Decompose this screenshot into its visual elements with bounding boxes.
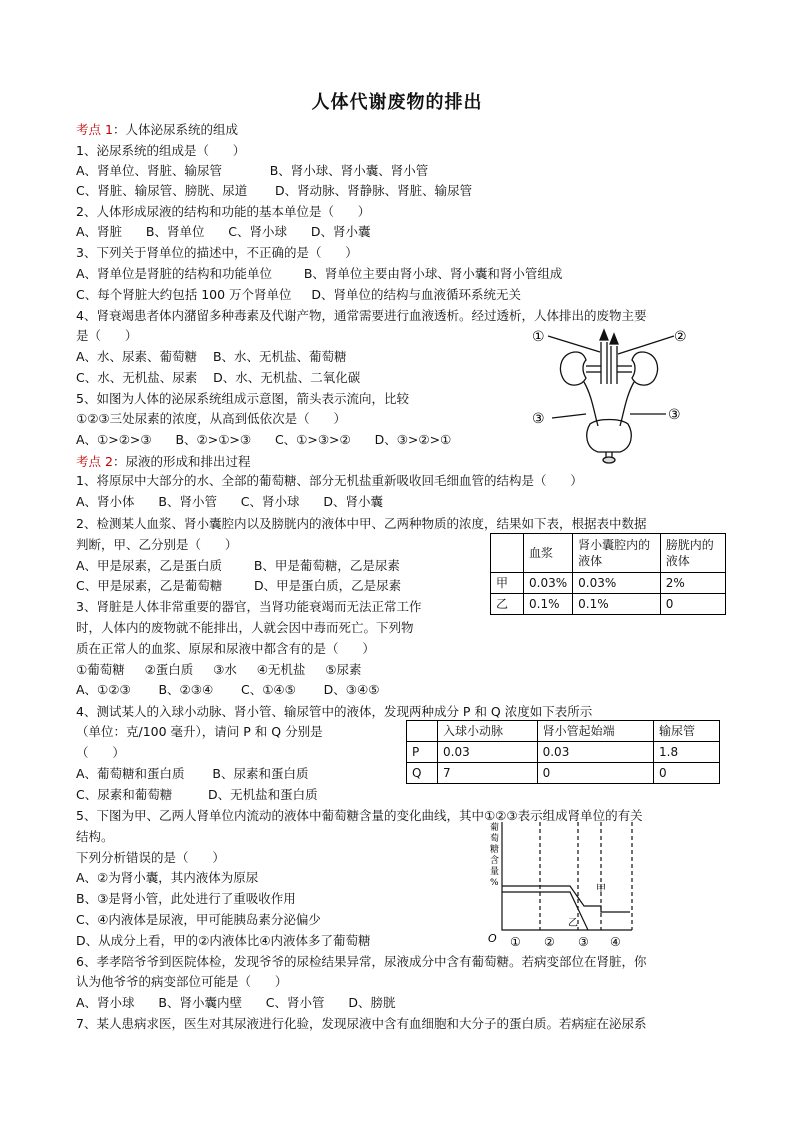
chart-y-label [490, 821, 499, 888]
question-line: 5、如图为人体的泌尿系统组成示意图，箭头表示流向，比较 [76, 391, 409, 406]
question-line: 是（ ） [76, 328, 138, 343]
x-tick-label: ② [544, 935, 555, 949]
question-line: （ ） [76, 745, 125, 760]
table-cell: 0 [660, 594, 725, 615]
table-header-cell: 入球小动脉 [438, 721, 538, 742]
table-header-cell [491, 534, 524, 573]
table-cell: 甲 [491, 573, 524, 594]
question-line: C、尿素和葡萄糖 D、无机盐和蛋白质 [76, 787, 318, 802]
section-2-heading [76, 452, 250, 472]
concentration-table-2 [406, 720, 720, 784]
table-cell: 0 [654, 763, 720, 784]
table-header-cell: 肾小管起始端 [537, 721, 653, 742]
diagram-label: ② [674, 329, 687, 345]
concentration-table-1 [490, 533, 726, 615]
question-line: C、肾脏、输尿管、膀胱、尿道 D、肾动脉、肾静脉、肾脏、输尿管 [76, 183, 473, 198]
table-cell: 1.8 [654, 742, 720, 763]
question-line: A、①②③ B、②③④ C、①④⑤ D、③④⑤ [76, 682, 380, 697]
question-line: A、肾单位是肾脏的结构和功能单位 B、肾单位主要由肾小球、肾小囊和肾小管组成 [76, 266, 563, 281]
question-line: D、从成分上看，甲的②内液体比④内液体多了葡萄糖 [76, 933, 371, 948]
question-line: A、肾脏 B、肾单位 C、肾小球 D、肾小囊 [76, 224, 371, 239]
question-line: 1、泌尿系统的组成是（ ） [76, 143, 246, 158]
table-cell: 0.1% [573, 594, 661, 615]
question-line: 2、人体形成尿液的结构和功能的基本单位是（ ） [76, 204, 371, 219]
table-cell: 0 [537, 763, 653, 784]
diagram-label: ① [532, 329, 545, 345]
question-line: 3、肾脏是人体非常重要的器官，当肾功能衰竭而无法正常工作 [76, 599, 422, 614]
section-title: ：人体泌尿系统的组成 [112, 122, 238, 137]
table-header-cell: 肾小囊腔内的液体 [573, 534, 661, 573]
table-cell: 乙 [491, 594, 524, 615]
question-line: A、②为肾小囊，其内液体为原尿 [76, 870, 259, 885]
question-line: A、肾小体 B、肾小管 C、肾小球 D、肾小囊 [76, 494, 384, 509]
question-line: 结构。 [76, 829, 114, 844]
y-axis-label-char: 量 [490, 867, 500, 877]
diagram-label: ③ [668, 407, 681, 423]
question-line: 5、下图为甲、乙两人肾单位内流动的液体中葡萄糖含量的变化曲线，其中①②③表示组成肾单位的有关 [76, 808, 643, 823]
question-line: 时，人体内的废物就不能排出，人就会因中毒而死亡。下列物 [76, 620, 414, 635]
section-1-heading [76, 120, 238, 140]
y-axis-label-char: % [490, 878, 499, 888]
x-tick-label: ① [510, 935, 521, 949]
question-line: 7、某人患病求医，医生对其尿液进行化验，发现尿液中含有血细胞和大分子的蛋白质。若病症在泌尿系 [76, 1016, 647, 1031]
x-tick-label: ④ [610, 935, 621, 949]
table-cell: 2% [660, 573, 725, 594]
question-line: A、水、尿素、葡萄糖 B、水、无机盐、葡萄糖 [76, 349, 347, 364]
table-cell: 0.03% [573, 573, 661, 594]
table-header-cell [407, 721, 438, 742]
page-title: 人体代谢废物的排出 [311, 92, 483, 113]
section-title: ：尿液的形成和排出过程 [112, 454, 251, 469]
table-cell: Q [407, 763, 438, 784]
question-line: B、③是肾小管，此处进行了重吸收作用 [76, 891, 296, 906]
table-cell: 7 [438, 763, 538, 784]
question-line: 认为他爷爷的病变部位可能是（ ） [76, 974, 288, 989]
table-cell: 0.03% [524, 573, 573, 594]
x-tick-label: ③ [578, 935, 589, 949]
question-line: 质在正常人的血浆、原尿和尿液中都含有的是（ ） [76, 641, 375, 656]
question-line: A、葡萄糖和蛋白质 B、尿素和蛋白质 [76, 766, 309, 781]
question-line: （单位：克/100 毫升），请问 P 和 Q 分别是 [76, 724, 323, 739]
table-header-cell: 膀胱内的液体 [660, 534, 725, 573]
table-cell: P [407, 742, 438, 763]
table-header-cell: 血浆 [524, 534, 573, 573]
table-cell: 0.03 [438, 742, 538, 763]
table-cell: 0.03 [537, 742, 653, 763]
chart-origin: O [488, 932, 497, 945]
series-label-jia: 甲 [596, 884, 606, 895]
y-axis-label-char: 萄 [490, 834, 500, 844]
question-line: ①②③三处尿素的浓度，从高到低依次是（ ） [76, 411, 346, 426]
section-tag: 考点 2 [76, 454, 113, 469]
question-line: C、水、无机盐、尿素 D、水、无机盐、二氧化碳 [76, 370, 361, 385]
question-line: ①葡萄糖 ②蛋白质 ③水 ④无机盐 ⑤尿素 [76, 662, 362, 677]
glucose-curve-chart [480, 816, 640, 950]
question-line: C、甲是尿素，乙是葡萄糖 D、甲是蛋白质，乙是尿素 [76, 578, 402, 593]
question-line: A、肾小球 B、肾小囊内壁 C、肾小管 D、膀胱 [76, 995, 396, 1010]
table-cell: 0.1% [524, 594, 573, 615]
question-line: 判断，甲、乙分别是（ ） [76, 537, 238, 552]
y-axis-label-char: 含 [490, 856, 500, 866]
question-line: 6、孝孝陪爷爷到医院体检，发现爷爷的尿检结果异常，尿液成分中含有葡萄糖。若病变部位在肾脏，你 [76, 954, 647, 969]
question-line: A、甲是尿素，乙是蛋白质 B、甲是葡萄糖，乙是尿素 [76, 558, 400, 573]
urinary-system-diagram [528, 322, 696, 470]
question-line: A、①>②>③ B、②>①>③ C、①>③>② D、③>②>① [76, 432, 452, 447]
question-line: A、肾单位、肾脏、输尿管 B、肾小球、肾小囊、肾小管 [76, 163, 429, 178]
question-line: 1、将原尿中大部分的水、全部的葡萄糖、部分无机盐重新吸收回毛细血管的结构是（ ） [76, 473, 583, 488]
diagram-label: ③ [532, 411, 545, 427]
section-tag: 考点 1 [76, 122, 113, 137]
series-label-yi: 乙 [568, 918, 578, 929]
question-line: 下列分析错误的是（ ） [76, 850, 225, 865]
question-line: 4、肾衰竭患者体内潴留多种毒素及代谢产物，通常需要进行血液透析。经过透析，人体排出的废物主要 [76, 308, 647, 323]
y-axis-label-char: 糖 [490, 845, 500, 855]
question-line: 2、检测某人血浆、肾小囊腔内以及膀胱内的液体中甲、乙两种物质的浓度，结果如下表，根据表中数据 [76, 516, 647, 531]
question-line: C、每个肾脏大约包括 100 万个肾单位 D、肾单位的结构与血液循环系统无关 [76, 287, 522, 302]
question-line: C、④内液体是尿液，甲可能胰岛素分泌偏少 [76, 912, 321, 927]
table-header-cell: 输尿管 [654, 721, 720, 742]
question-line: 4、测试某人的入球小动脉、肾小管、输尿管中的液体，发现两种成分 P 和 Q 浓度如下表所示 [76, 704, 593, 719]
question-line: 3、下列关于肾单位的描述中，不正确的是（ ） [76, 245, 358, 260]
y-axis-label-char: 葡 [490, 823, 500, 833]
